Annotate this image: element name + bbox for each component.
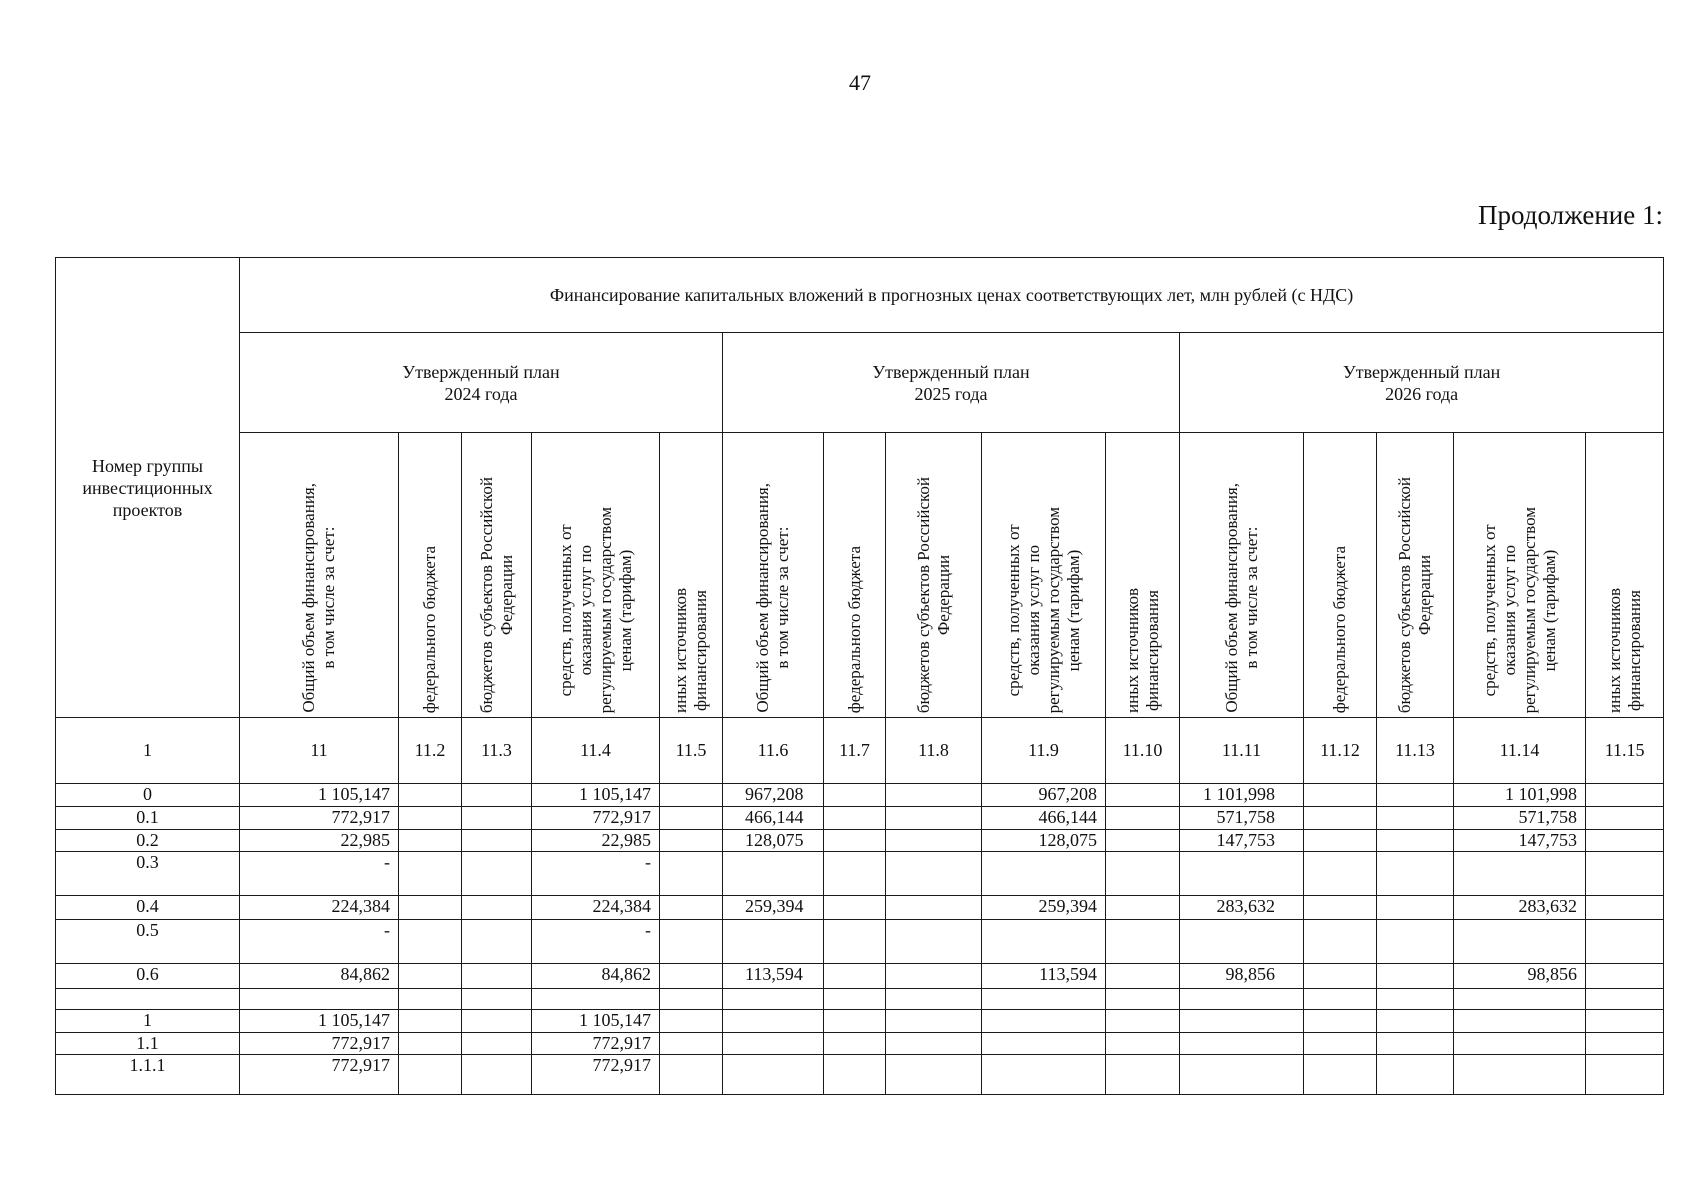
value-cell [1304, 1055, 1377, 1095]
rotated-header-text [671, 588, 711, 713]
value-cell [399, 1033, 462, 1055]
header-line: Общий объем финансирования, [1221, 483, 1241, 713]
value-cell [532, 989, 660, 1010]
value-cell [1586, 830, 1664, 852]
value-cell [1106, 830, 1180, 852]
value-cell: 22,985 [532, 830, 660, 852]
value-cell [1377, 1010, 1454, 1033]
value-cell: 1 101,998 [1454, 784, 1586, 807]
regional-budget-header [462, 433, 532, 718]
value-cell [1454, 989, 1586, 1010]
value-cell [660, 1055, 723, 1095]
value-cell: 283,632 [1180, 896, 1304, 920]
tariff-funds-header [982, 433, 1106, 718]
value-cell: - [532, 852, 660, 896]
year-plan-title: Утвержденный план [402, 361, 560, 382]
value-cell [982, 852, 1106, 896]
value-cell: 224,384 [240, 896, 399, 920]
total-volume-header [240, 433, 399, 718]
value-cell [723, 1055, 824, 1095]
value-cell [1377, 830, 1454, 852]
value-cell [462, 896, 532, 920]
value-cell: 128,075 [982, 830, 1106, 852]
value-cell [399, 1055, 462, 1095]
year-plan-year: 2025 года [914, 383, 988, 404]
header-line: бюджетов субъектов Российской [913, 476, 933, 713]
value-cell [399, 784, 462, 807]
value-cell: 98,856 [1180, 964, 1304, 989]
value-cell: 259,394 [723, 896, 824, 920]
value-cell: 147,753 [1180, 830, 1304, 852]
value-cell: 772,917 [240, 1055, 399, 1095]
value-cell [462, 784, 532, 807]
value-cell: - [240, 852, 399, 896]
value-cell [1377, 784, 1454, 807]
value-cell [399, 896, 462, 920]
value-cell [462, 989, 532, 1010]
header-line: в том числе за счет: [773, 527, 792, 670]
value-cell [1304, 896, 1377, 920]
value-cell [723, 1010, 824, 1033]
value-cell [1180, 1055, 1304, 1095]
header-line: ценам (тарифам) [1539, 548, 1559, 671]
financing-main-header: Финансирование капитальных вложений в прогнозных ценах соответствующих лет, млн рублей (с НДС) [240, 258, 1664, 333]
value-cell [1304, 807, 1377, 830]
value-cell [824, 920, 886, 964]
value-cell [824, 784, 886, 807]
value-cell: 466,144 [723, 807, 824, 830]
column-number: 11.3 [462, 718, 532, 784]
value-cell: 1 105,147 [532, 784, 660, 807]
value-cell [462, 1055, 532, 1095]
header-line: в том числе за счет: [319, 527, 338, 670]
value-cell [886, 1010, 982, 1033]
value-cell [982, 1010, 1106, 1033]
value-cell [1304, 964, 1377, 989]
value-cell [1586, 807, 1664, 830]
rotated-header-text [845, 546, 865, 713]
value-cell [660, 964, 723, 989]
header-line: регулируемым государством [1043, 506, 1063, 713]
value-cell [886, 964, 982, 989]
year-plan-header [723, 333, 1180, 433]
table-row [56, 807, 1664, 830]
value-cell: 113,594 [982, 964, 1106, 989]
value-cell [462, 1010, 532, 1033]
other-sources-header [1586, 433, 1664, 718]
rotated-header-text [1004, 507, 1084, 713]
value-cell [462, 852, 532, 896]
value-cell [1586, 1033, 1664, 1055]
value-cell: 772,917 [240, 1033, 399, 1055]
header-line: регулируемым государством [1519, 506, 1539, 713]
column-number: 11.6 [723, 718, 824, 784]
value-cell [886, 989, 982, 1010]
value-cell [1586, 784, 1664, 807]
rotated-header-text [753, 483, 793, 713]
tariff-funds-header [532, 433, 660, 718]
value-cell [982, 920, 1106, 964]
value-cell: 466,144 [982, 807, 1106, 830]
year-plan-header [240, 333, 723, 433]
value-cell: 128,075 [723, 830, 824, 852]
header-line: финансирования [1624, 590, 1644, 711]
header-line: оказания услуг по [575, 544, 595, 676]
federal-budget-header [1304, 433, 1377, 718]
value-cell: 772,917 [240, 807, 399, 830]
header-line: оказания услуг по [1499, 544, 1519, 676]
value-cell [399, 964, 462, 989]
value-cell [824, 807, 886, 830]
value-cell [462, 964, 532, 989]
value-cell [1454, 1055, 1586, 1095]
value-cell [660, 896, 723, 920]
value-cell [824, 1033, 886, 1055]
value-cell [1586, 964, 1664, 989]
year-plan-header [1180, 333, 1664, 433]
table-row [56, 1010, 1664, 1033]
value-cell [1106, 784, 1180, 807]
value-cell [1180, 920, 1304, 964]
header-line: средств, полученных от [1479, 523, 1499, 696]
value-cell [660, 807, 723, 830]
value-cell: 571,758 [1454, 807, 1586, 830]
column-number: 11.8 [886, 718, 982, 784]
table-row [56, 830, 1664, 852]
regional-budget-header [1377, 433, 1454, 718]
value-cell [1106, 964, 1180, 989]
value-cell: - [240, 920, 399, 964]
value-cell: 283,632 [1454, 896, 1586, 920]
value-cell [1377, 964, 1454, 989]
rotated-header-text [1480, 507, 1560, 713]
header-line: финансирования [691, 590, 710, 711]
rotated-header-text [477, 477, 517, 713]
value-cell [982, 1033, 1106, 1055]
column-number: 11.15 [1586, 718, 1664, 784]
value-cell [1586, 920, 1664, 964]
column-number: 11.2 [399, 718, 462, 784]
value-cell [399, 920, 462, 964]
value-cell [824, 852, 886, 896]
value-cell: - [532, 920, 660, 964]
header-line: бюджетов субъектов Российской [1395, 476, 1414, 713]
value-cell [1304, 830, 1377, 852]
value-cell [462, 830, 532, 852]
value-cell: 1 105,147 [240, 784, 399, 807]
value-cell [1454, 1010, 1586, 1033]
value-cell [1586, 896, 1664, 920]
value-cell [1180, 1033, 1304, 1055]
value-cell: 147,753 [1454, 830, 1586, 852]
total-volume-header [1180, 433, 1304, 718]
value-cell [1304, 989, 1377, 1010]
other-sources-header [660, 433, 723, 718]
value-cell [824, 1010, 886, 1033]
value-cell [660, 830, 723, 852]
page-number: 47 [849, 70, 871, 95]
column-number: 11.9 [982, 718, 1106, 784]
value-cell [1454, 1033, 1586, 1055]
column-number: 11.14 [1454, 718, 1586, 784]
value-cell [1106, 1055, 1180, 1095]
value-cell [1180, 1010, 1304, 1033]
value-cell [240, 989, 399, 1010]
value-cell [399, 807, 462, 830]
value-cell [824, 896, 886, 920]
value-cell [399, 989, 462, 1010]
rotated-header-text [1395, 477, 1435, 713]
value-cell [660, 989, 723, 1010]
group-number-cell: 0.1 [56, 807, 240, 830]
value-cell [886, 1055, 982, 1095]
value-cell: 224,384 [532, 896, 660, 920]
header-line: федерального бюджета [1330, 545, 1349, 713]
header-line: иных источников [1604, 588, 1624, 713]
column-number: 11.10 [1106, 718, 1180, 784]
value-cell [886, 852, 982, 896]
group-number-cell: 0.2 [56, 830, 240, 852]
table-row [56, 920, 1664, 964]
column-number: 1 [56, 718, 240, 784]
value-cell [399, 852, 462, 896]
value-cell [1586, 1010, 1664, 1033]
value-cell [462, 807, 532, 830]
year-plan-title: Утвержденный план [1342, 361, 1501, 382]
column-number: 11.13 [1377, 718, 1454, 784]
value-cell [1304, 920, 1377, 964]
rotated-header-text [299, 483, 339, 713]
value-cell: 772,917 [532, 1055, 660, 1095]
year-plan-year: 2026 года [1385, 383, 1459, 404]
value-cell [399, 830, 462, 852]
value-cell [1377, 989, 1454, 1010]
tariff-funds-header [1454, 433, 1586, 718]
value-cell [660, 1010, 723, 1033]
column-number: 11.4 [532, 718, 660, 784]
table-row [56, 1055, 1664, 1095]
group-number-cell [56, 989, 240, 1010]
value-cell: 1 105,147 [532, 1010, 660, 1033]
header-line: ценам (тарифам) [1063, 548, 1083, 671]
value-cell [723, 1033, 824, 1055]
group-number-cell: 1.1.1 [56, 1055, 240, 1095]
rotated-header-text [1330, 546, 1350, 713]
value-cell: 98,856 [1454, 964, 1586, 989]
group-number-cell: 1.1 [56, 1033, 240, 1055]
value-cell [1454, 852, 1586, 896]
value-cell [1106, 896, 1180, 920]
value-cell [1106, 920, 1180, 964]
column-number: 11.7 [824, 718, 886, 784]
value-cell: 1 105,147 [240, 1010, 399, 1033]
value-cell [1304, 1033, 1377, 1055]
value-cell [1586, 1055, 1664, 1095]
group-number-header: Номер группы инвестиционных проектов [56, 258, 240, 718]
other-sources-header [1106, 433, 1180, 718]
header-line: финансирования [1142, 590, 1162, 711]
header-line: федерального бюджета [420, 545, 439, 713]
value-cell [1377, 1055, 1454, 1095]
value-cell [1586, 852, 1664, 896]
federal-budget-header [824, 433, 886, 718]
value-cell: 571,758 [1180, 807, 1304, 830]
value-cell [399, 1010, 462, 1033]
value-cell [1106, 852, 1180, 896]
value-cell [1586, 989, 1664, 1010]
year-plan-title: Утвержденный план [872, 361, 1030, 382]
value-cell [1377, 852, 1454, 896]
header-line: в том числе за счет: [1241, 527, 1261, 670]
column-number: 11 [240, 718, 399, 784]
table-row [56, 784, 1664, 807]
header-line: иных источников [671, 588, 690, 713]
value-cell [1106, 807, 1180, 830]
financing-table [55, 257, 1664, 1095]
rotated-header-text [914, 477, 954, 713]
value-cell [1304, 1010, 1377, 1033]
value-cell: 259,394 [982, 896, 1106, 920]
value-cell [1180, 852, 1304, 896]
value-cell [1377, 807, 1454, 830]
value-cell: 967,208 [723, 784, 824, 807]
header-line: федерального бюджета [844, 545, 864, 713]
table-row [56, 852, 1664, 896]
value-cell: 772,917 [532, 807, 660, 830]
value-cell [462, 920, 532, 964]
value-cell [723, 920, 824, 964]
value-cell [1454, 920, 1586, 964]
group-number-cell: 0.5 [56, 920, 240, 964]
table-row [56, 1033, 1664, 1055]
year-plan-year: 2024 года [444, 383, 518, 404]
continuation-label: Продолжение 1: [1478, 200, 1663, 230]
value-cell: 84,862 [240, 964, 399, 989]
header-line: регулируемым государством [595, 506, 615, 713]
value-cell [660, 1033, 723, 1055]
value-cell [1377, 896, 1454, 920]
value-cell [1377, 1033, 1454, 1055]
rotated-header-text [1605, 588, 1645, 713]
value-cell [1377, 920, 1454, 964]
header-line: Федерации [1415, 554, 1434, 636]
table-row [56, 964, 1664, 989]
value-cell [886, 1033, 982, 1055]
group-number-cell: 0.6 [56, 964, 240, 989]
value-cell [1180, 989, 1304, 1010]
value-cell [824, 830, 886, 852]
value-cell [660, 920, 723, 964]
value-cell [824, 1055, 886, 1095]
value-cell [824, 964, 886, 989]
value-cell [886, 784, 982, 807]
value-cell: 22,985 [240, 830, 399, 852]
value-cell: 113,594 [723, 964, 824, 989]
group-number-cell: 0.4 [56, 896, 240, 920]
value-cell [824, 989, 886, 1010]
header-line: ценам (тарифам) [615, 548, 635, 671]
value-cell [462, 1033, 532, 1055]
group-number-cell: 0.3 [56, 852, 240, 896]
group-number-cell: 0 [56, 784, 240, 807]
header-line: Общий объем финансирования, [753, 483, 772, 713]
header-line: иных источников [1122, 588, 1142, 713]
header-line: средств, полученных от [1003, 523, 1023, 696]
column-number: 11.11 [1180, 718, 1304, 784]
header-line: Федерации [933, 554, 953, 636]
rotated-header-text [1222, 483, 1262, 713]
value-cell [1106, 1033, 1180, 1055]
federal-budget-header [399, 433, 462, 718]
column-number: 11.5 [660, 718, 723, 784]
header-line: Федерации [496, 554, 516, 636]
value-cell: 1 101,998 [1180, 784, 1304, 807]
total-volume-header [723, 433, 824, 718]
group-number-cell: 1 [56, 1010, 240, 1033]
rotated-header-text [1123, 588, 1163, 713]
value-cell [1106, 1010, 1180, 1033]
value-cell [886, 896, 982, 920]
value-cell [886, 807, 982, 830]
value-cell [723, 989, 824, 1010]
header-line: средств, полученных от [555, 523, 575, 696]
value-cell [982, 1055, 1106, 1095]
value-cell: 967,208 [982, 784, 1106, 807]
rotated-header-text [420, 546, 440, 713]
value-cell [982, 989, 1106, 1010]
value-cell [1304, 852, 1377, 896]
value-cell [723, 852, 824, 896]
value-cell: 772,917 [532, 1033, 660, 1055]
table-row [56, 896, 1664, 920]
header-line: бюджетов субъектов Российской [476, 476, 496, 713]
value-cell [660, 784, 723, 807]
value-cell [660, 852, 723, 896]
value-cell [1304, 784, 1377, 807]
column-number: 11.12 [1304, 718, 1377, 784]
value-cell [886, 920, 982, 964]
regional-budget-header [886, 433, 982, 718]
header-line: Общий объем финансирования, [299, 483, 318, 713]
rotated-header-text [556, 507, 636, 713]
value-cell: 84,862 [532, 964, 660, 989]
header-line: оказания услуг по [1023, 544, 1043, 676]
table-row [56, 989, 1664, 1010]
value-cell [1106, 989, 1180, 1010]
value-cell [886, 830, 982, 852]
